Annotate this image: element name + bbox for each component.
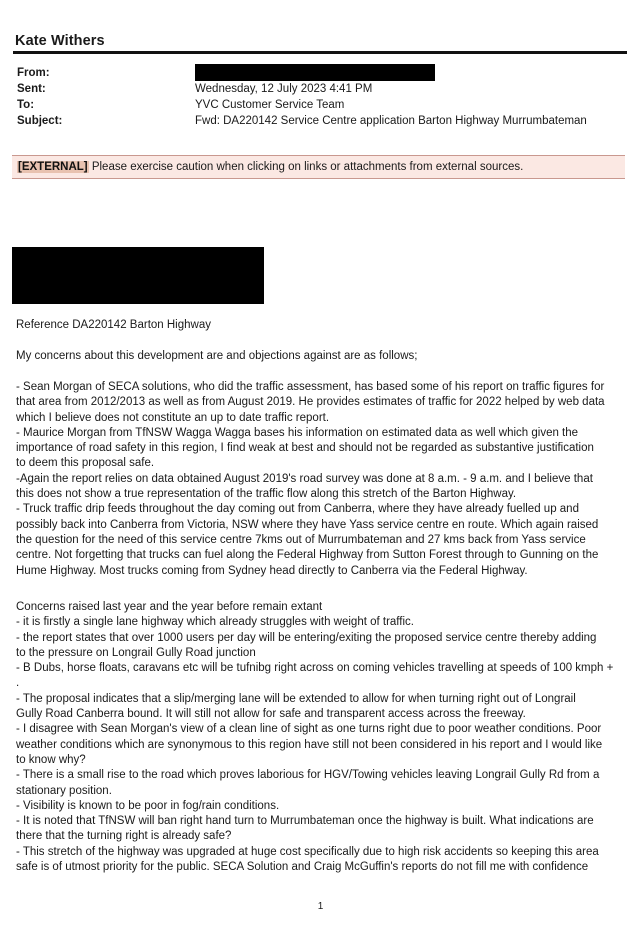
body-text-line: importance of road safety in this region, I find weak at best and should not be regarded as substantive justification: [16, 442, 594, 455]
body-text-line: - Truck traffic drip feeds throughout the day coming out from Canberra, where they have already fuelled up and: [16, 503, 579, 516]
sent-value: Wednesday, 12 July 2023 4:41 PM: [195, 83, 373, 95]
body-text-line: - This stretch of the highway was upgraded at huge cost specifically due to high risk accidents so keeping this area: [16, 845, 599, 858]
sent-label: Sent:: [17, 83, 46, 95]
redacted-from-address: [195, 64, 435, 81]
body-text-line: Hume Highway. Most trucks coming from Sydney head directly to Canberra via the Federal Highway.: [16, 564, 528, 577]
body-text-line: - There is a small rise to the road which proves laborious for HGV/Towing vehicles leaving Longrail Gully Rd from a: [16, 769, 600, 782]
intro-line: My concerns about this development are and objections against are as follows;: [16, 350, 418, 362]
body-text-line: to know why?: [16, 753, 86, 766]
body-text-line: - the report states that over 1000 users per day will be entering/exiting the proposed service centre thereby adding: [16, 631, 597, 644]
body-text-line: Gully Road Canberra bound. It will still not allow for safe and transparent access across the freeway.: [16, 708, 526, 721]
body-text-line: -Again the report relies on data obtained August 2019's road survey was done at 8 a.m. - 9 a.m. and I believe that: [16, 472, 593, 485]
body-text-line: possibly back into Canberra from Victoria, NSW where they have Yass service centre en route. Which again raised: [16, 518, 599, 531]
external-tag: [EXTERNAL]: [18, 161, 88, 173]
body-text-line: weather conditions which are synonymous to this region have still not been considered in his report and I would like: [16, 738, 603, 751]
body-text-line: - Sean Morgan of SECA solutions, who did the traffic assessment, has based some of his report on traffic figures for: [16, 381, 605, 393]
body-text-line: which I believe does not constitute an up to date traffic report.: [16, 411, 330, 424]
body-text-line: the question for the need of this service centre 7kms out of Murrumbateman and 27 kms back from Yass service: [16, 533, 586, 546]
external-warning-banner: [12, 155, 625, 179]
subject-label: Subject:: [17, 115, 63, 127]
body-text-line: that area from 2012/2013 as well as from August 2019. He provides estimates of traffic for 2022 helped by web data: [16, 396, 605, 409]
concerns-paragraph: [16, 380, 630, 579]
body-text-line: - B Dubs, horse floats, caravans etc will be tufnibg right across on coming vehicles travelling at speeds of 100 kmph +: [16, 662, 614, 675]
body-text-line: stationary position.: [16, 784, 112, 797]
body-text-line: centre. Not forgetting that trucks can fuel along the Federal Highway from Sutton Forest through to Gunning on the: [16, 549, 599, 562]
body-text-line: this does not show a true representation of the traffic flow along this stretch of the Barton Highway.: [16, 488, 517, 501]
to-value: YVC Customer Service Team: [195, 99, 345, 111]
body-text-line: there that the turning right is already safe?: [16, 830, 232, 843]
sender-name: Kate Withers: [15, 33, 105, 49]
body-text-line: - Visibility is known to be poor in fog/rain conditions.: [16, 799, 280, 812]
body-text-line: Concerns raised last year and the year before remain extant: [16, 601, 323, 613]
body-text-line: - Maurice Morgan from TfNSW Wagga Wagga bases his information on estimated data as well which given the: [16, 426, 579, 439]
page-number: 1: [317, 901, 324, 912]
body-text-line: to the pressure on Longrail Gully Road junction: [16, 646, 256, 659]
body-text-line: .: [16, 677, 20, 690]
body-text-line: - It is noted that TfNSW will ban right hand turn to Murrumbateman once the highway is built. What indications are: [16, 815, 594, 828]
to-label: To:: [17, 99, 35, 111]
body-text-line: - it is firstly a single lane highway which already struggles with weight of traffic.: [16, 616, 414, 629]
body-text-line: - I disagree with Sean Morgan's view of a clean line of sight as one turns right due to poor weather conditions. Poor: [16, 723, 602, 736]
body-text-line: - The proposal indicates that a slip/merging lane will be extended to allow for when turning right out of Longrail: [16, 692, 576, 705]
from-label: From:: [17, 67, 50, 79]
body-text-line: to deem this proposal safe.: [16, 457, 155, 470]
subject-value: Fwd: DA220142 Service Centre application Barton Highway Murrumbateman: [195, 115, 587, 127]
external-warning-text: Please exercise caution when clicking on links or attachments from external sources.: [88, 161, 524, 173]
redacted-block: [12, 247, 264, 304]
body-text-line: safe is of utmost priority for the public. SECA Solution and Craig McGuffin's reports do not fill me with confidence: [16, 861, 589, 874]
header-divider: [13, 51, 627, 54]
extant-concerns-paragraph: [16, 600, 630, 875]
reference-line: Reference DA220142 Barton Highway: [16, 319, 211, 331]
